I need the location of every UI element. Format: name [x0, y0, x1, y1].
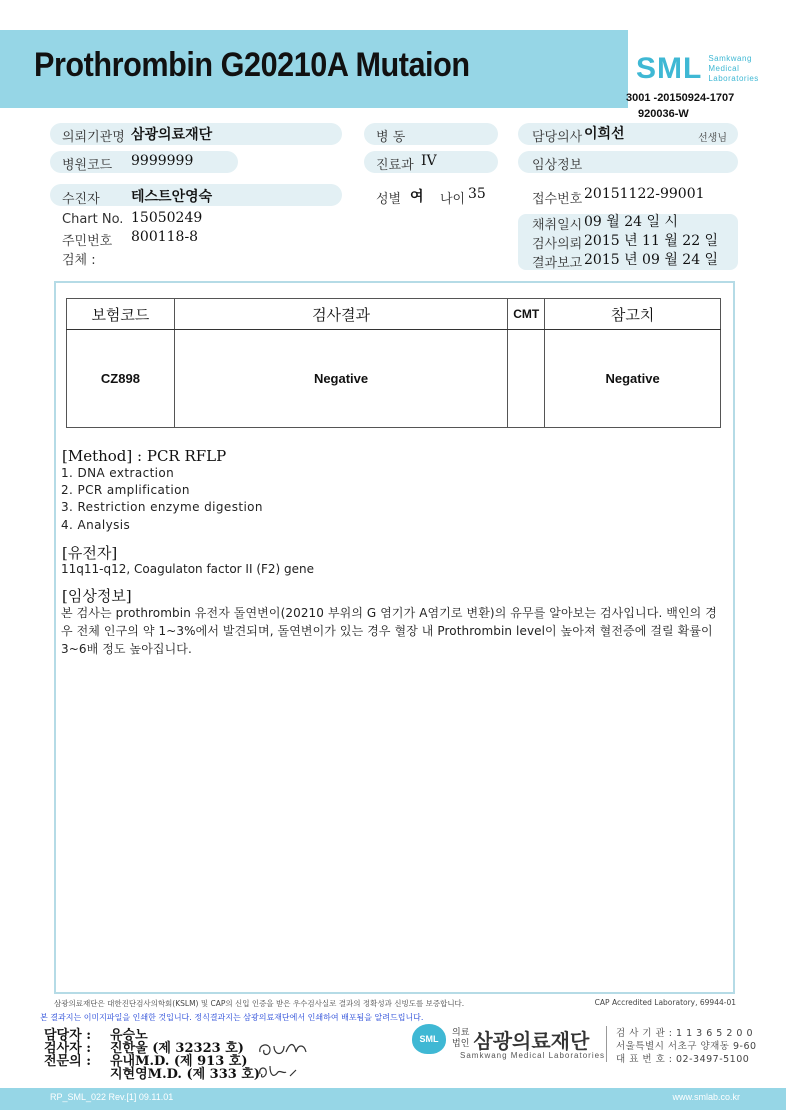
cell-cmt	[508, 330, 545, 428]
hospital-code-value: 9999999	[131, 153, 194, 169]
staff-name: 진한울 (제 32323 호)	[110, 1041, 244, 1056]
staff-role: 전문의 :	[44, 1054, 91, 1069]
resident-label: 주민번호	[62, 234, 113, 249]
accreditation-note: 삼광의료재단은 대한진단검사의학회(KSLM) 및 CAP의 신입 인증을 받은 우수검사실로 결과의 정확성과 신빙도를 보증합니다.	[54, 999, 465, 1008]
age-label: 나이	[440, 192, 466, 207]
footer-logo	[412, 1024, 589, 1054]
request-label: 검사의뢰	[532, 237, 583, 252]
method-step: 1. DNA extraction	[61, 466, 175, 480]
doctor-suffix: 선생님	[698, 133, 727, 144]
staff-name: 유승노	[110, 1028, 148, 1043]
sex-label: 성별	[376, 192, 402, 207]
department-label: 진료과	[376, 158, 414, 173]
staff-name: 지현영M.D. (제 333 호)	[110, 1067, 261, 1082]
patient-label: 수진자	[62, 192, 100, 207]
receipt-label: 접수번호	[532, 192, 583, 207]
age-value: 35	[468, 186, 486, 202]
patient-value: 테스트안영숙	[131, 189, 213, 205]
corp-english-name: Samkwang Medical Laboratories	[460, 1051, 606, 1060]
lab-address: 서울특별시 서초구 양재동 9-60	[616, 1041, 757, 1052]
report-title: Prothrombin G20210A Mutaion	[34, 46, 470, 84]
corp-name: 삼광의료재단	[473, 1028, 590, 1053]
method-step: 3. Restriction enzyme digestion	[61, 500, 263, 514]
method-step: 4. Analysis	[61, 518, 131, 532]
print-notice: 본 결과지는 이미지파일을 인쇄한 것입니다. 정식결과지는 삼광의료재단에서 인쇄하여 배포됨을 알려드립니다.	[40, 1013, 424, 1022]
collection-label: 채취일시	[532, 218, 583, 233]
signature-2	[256, 1062, 316, 1086]
cell-reference: Negative	[545, 330, 721, 428]
gene-title: [유전자]	[62, 544, 118, 562]
resident-value: 800118-8	[131, 229, 199, 245]
cell-code: CZ898	[67, 330, 175, 428]
doctor-label: 담당의사	[532, 130, 583, 145]
result-table-header	[67, 299, 721, 330]
collection-value: 09 월 24 일 시	[584, 214, 679, 230]
logo-text: SML	[636, 52, 703, 85]
lab-number: 검 사 기 관 : 1 1 3 6 5 2 0 0	[616, 1028, 753, 1039]
cell-result: Negative	[174, 330, 507, 428]
clinical-info-label: 임상정보	[532, 158, 583, 173]
staff-role: 담당자 :	[44, 1028, 91, 1043]
staff-name: 유내M.D. (제 913 호)	[110, 1054, 248, 1069]
chart-label: Chart No.	[62, 212, 124, 227]
barcode-code-2: 920036-W	[638, 108, 689, 120]
table-row	[67, 330, 721, 428]
cap-note: CAP Accredited Laboratory, 69944-01	[594, 998, 736, 1007]
sml-logo	[636, 52, 759, 86]
clinical-title: [임상정보]	[62, 587, 132, 605]
col-test-result: 검사결과	[174, 299, 507, 330]
col-insurance-code: 보험코드	[67, 299, 175, 330]
hospital-code-label: 병원코드	[62, 158, 113, 173]
corp-label: 의료 법인	[452, 1028, 470, 1049]
doctor-value: 이희선	[584, 126, 625, 142]
chart-value: 15050249	[131, 210, 203, 226]
institution-value: 삼광의료재단	[131, 127, 213, 143]
barcode-code-1: 3001 -20150924-1707	[626, 92, 735, 104]
receipt-value: 20151122-99001	[584, 186, 705, 202]
clinical-text: 본 검사는 prothrombin 유전자 돌연변이(20210 부위의 G 염기가 A염기로 변환)의 유무를 알아보는 검사입니다. 백인의 경우 전체 인구의 약 1~3%에서 발견되며, 돌연변이가 있는 경우 혈장 내 Prothrombin level이 높아져 혈전증에 걸릴 확률이 3~6배 정도 높아집니다.	[61, 606, 717, 656]
col-reference: 참고치	[545, 299, 721, 330]
lab-phone: 대 표 번 호 : 02-3497-5100	[616, 1054, 750, 1065]
report-label: 결과보고	[532, 256, 583, 271]
method-title: [Method] : PCR RFLP	[62, 447, 227, 465]
institution-label: 의뢰기관명	[62, 130, 125, 145]
sex-value: 여	[410, 189, 424, 205]
method-step: 2. PCR amplification	[61, 483, 190, 497]
request-value: 2015 년 11 월 22 일	[584, 233, 719, 249]
report-value: 2015 년 09 월 24 일	[584, 252, 719, 268]
signature-1	[256, 1038, 316, 1064]
staff-role: 검사자 :	[44, 1041, 91, 1056]
col-cmt: CMT	[508, 299, 545, 330]
logo-subtitle: Samkwang Medical Laboratories	[708, 54, 759, 83]
form-code: RP_SML_022 Rev.[1] 09.11.01	[50, 1092, 174, 1102]
ward-label: 병 동	[376, 130, 406, 145]
result-table	[66, 298, 721, 428]
gene-text: 11q11-q12, Coagulaton factor II (F2) gene	[61, 562, 315, 576]
specimen-label: 검체 :	[62, 253, 96, 268]
footer-divider	[606, 1026, 607, 1062]
sml-badge-icon: SML	[412, 1024, 446, 1054]
department-value: IV	[421, 153, 437, 169]
website-link[interactable]: www.smlab.co.kr	[672, 1092, 740, 1102]
